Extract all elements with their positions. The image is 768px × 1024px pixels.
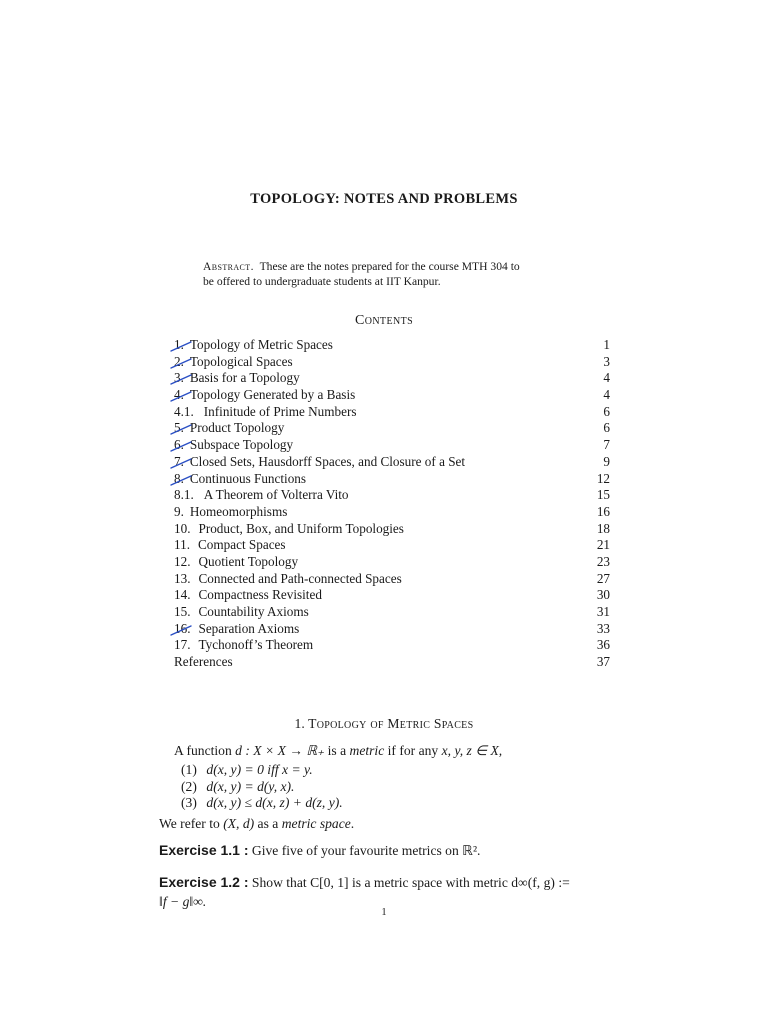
toc-number: 8.1. [174,487,194,503]
toc-title: Tychonoff’s Theorem [198,637,314,653]
toc-row[interactable] [174,587,610,604]
toc-page: 7 [603,437,610,453]
exercise-label: Exercise 1.1 : [159,842,249,858]
toc-row[interactable] [174,404,610,421]
toc-row[interactable] [174,370,610,387]
toc-number: 9. [174,503,184,519]
toc-row[interactable] [174,537,610,554]
toc-page: 1 [603,337,610,352]
contents-heading: Contents [354,313,414,328]
toc-page: 12 [596,470,610,486]
toc-row[interactable] [174,554,610,571]
toc-title: Separation Axioms [198,620,300,636]
toc-number: 5. [174,420,184,437]
list-item: (2) d(x, y) = d(y, x). [181,778,295,794]
toc-row[interactable] [174,521,610,538]
toc-title: Basis for a Topology [189,370,300,386]
toc-number: 6. [174,437,184,454]
toc-page: 30 [596,587,610,603]
function-notation: d : X × X → ℝ₊ [235,743,325,758]
toc-title: Product Topology [189,420,285,436]
exercise-1-1: Exercise 1.1 : Give five of your favourite metrics on ℝ². [159,842,481,858]
toc-page: 6 [603,420,610,436]
toc-number: 11. [174,537,190,553]
metric-conditions [181,762,581,812]
toc-number: 17. [174,637,191,653]
toc-title: References [174,654,233,670]
section-title: Topology of Metric Spaces [308,716,474,731]
toc-number: 13. [174,570,191,586]
toc-page: 6 [603,403,610,419]
toc-title: Homeomorphisms [189,503,288,519]
toc-row[interactable] [174,637,610,654]
metric-space-remark: We refer to (X, d) as a metric space. [159,816,355,831]
toc-title: Topological Spaces [189,353,293,369]
toc-number: 12. [174,553,191,569]
toc-page: 37 [596,654,610,670]
toc-row-references[interactable] [174,654,610,671]
metric-definition: A function d : X × X → ℝ₊ is a metric if for any x, y, z ∈ X, [174,743,503,758]
toc-page: 36 [596,637,610,653]
toc-page: 18 [596,520,610,536]
toc-number: 7. [174,454,184,471]
list-item: (1) d(x, y) = 0 iff x = y. [181,762,313,777]
abstract [203,259,573,289]
toc-number: 14. [174,587,191,603]
toc-page: 21 [596,537,610,553]
toc-page: 27 [596,570,610,586]
abstract-label: Abstract. [203,260,254,273]
toc-page: 3 [603,353,610,369]
toc-page: 31 [596,604,610,619]
toc-row[interactable] [174,487,610,504]
toc-row[interactable] [174,621,610,638]
toc-row[interactable] [174,354,610,371]
document-title: TOPOLOGY: NOTES AND PROBLEMS [250,191,518,207]
toc-row[interactable] [174,420,610,437]
toc-number: 4. [174,387,184,404]
toc-page: 4 [603,387,610,403]
toc-row[interactable] [174,387,610,404]
toc-row[interactable] [174,571,610,588]
toc-title: Infinitude of Prime Numbers [203,403,357,419]
variables: x, y, z ∈ X, [441,743,503,758]
abstract-line-1: These are the notes prepared for the course MTH 304 to [259,260,520,273]
toc-number: 2. [174,354,184,371]
toc-number: 10. [174,520,191,536]
metric-space-term: metric space [281,816,351,831]
exercise-label: Exercise 1.2 : [159,874,249,890]
toc-title: Continuous Functions [189,470,307,486]
toc-page: 16 [596,503,610,519]
toc-title: Closed Sets, Hausdorff Spaces, and Closure of a Set [189,453,466,469]
toc-page: 15 [596,487,610,503]
table-of-contents [174,337,610,671]
toc-row[interactable] [174,454,610,471]
toc-title: Topology Generated by a Basis [189,387,356,403]
metric-term: metric [349,743,385,758]
toc-page: 33 [596,620,610,636]
exercise-1-2: Exercise 1.2 : Show that C[0, 1] is a metric space with metric d∞(f, g) := ‖f − g‖∞. [159,874,570,909]
toc-title: Compactness Revisited [198,587,322,603]
toc-number: 4.1. [174,403,194,419]
toc-page: 4 [603,370,610,386]
section-number: 1. [294,716,305,731]
toc-row[interactable] [174,437,610,454]
toc-page: 9 [603,453,610,469]
toc-number: 8. [174,471,184,488]
toc-title: Countability Axioms [198,604,309,619]
toc-title: Subspace Topology [189,437,294,453]
toc-number: 15. [174,604,191,619]
toc-number: 1. [174,337,184,354]
toc-row[interactable] [174,604,610,621]
toc-title: Topology of Metric Spaces [189,337,333,352]
toc-page: 23 [596,553,610,569]
toc-title: Connected and Path-connected Spaces [198,570,402,586]
list-item: (3) d(x, y) ≤ d(x, z) + d(z, y). [181,795,343,811]
page-number: 1 [381,907,387,918]
toc-row[interactable] [174,504,610,521]
toc-number: 3. [174,370,184,387]
toc-number: 16. [174,621,190,638]
abstract-line-2: be offered to undergraduate students at IIT Kanpur. [203,275,441,288]
toc-row[interactable] [174,471,610,488]
toc-title: Compact Spaces [198,537,286,553]
section-heading [0,716,768,732]
toc-row[interactable] [174,337,610,354]
toc-title: Quotient Topology [198,553,299,569]
toc-title: Product, Box, and Uniform Topologies [198,520,404,536]
toc-title: A Theorem of Volterra Vito [203,487,349,503]
